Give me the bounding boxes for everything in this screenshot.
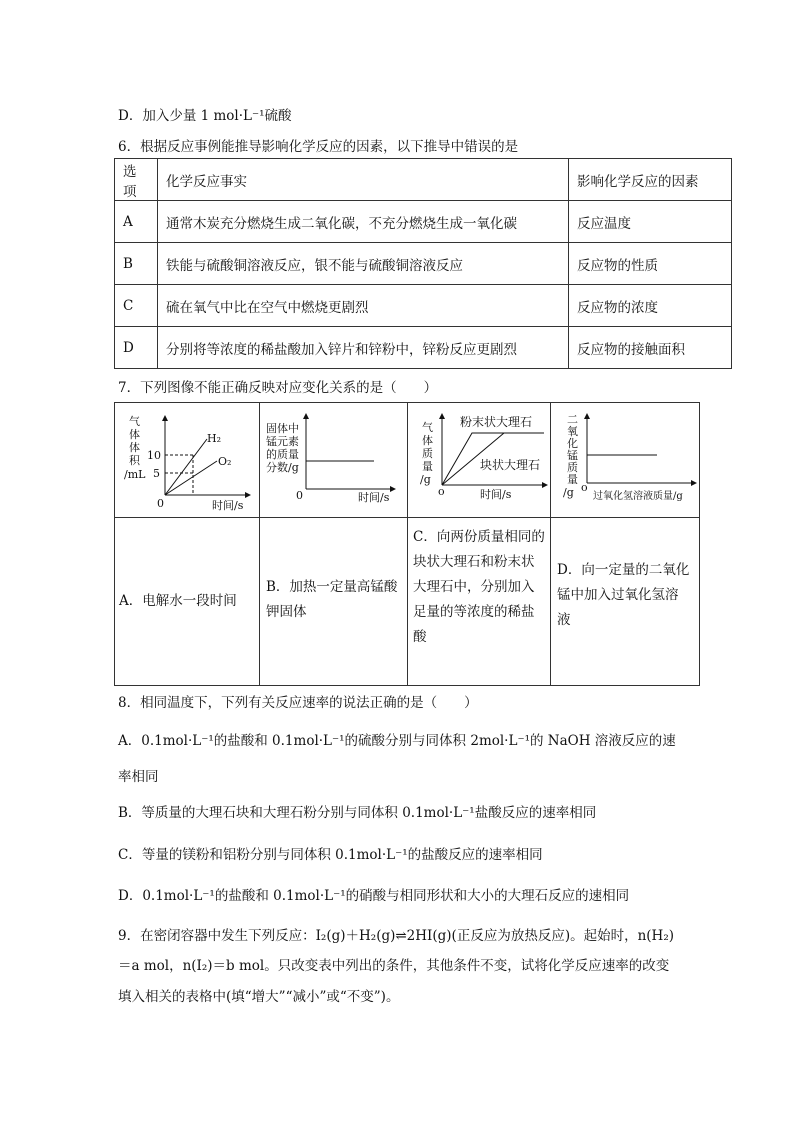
- q7-stem: 7．下列图像不能正确反映对应变化关系的是（ ）: [118, 380, 438, 396]
- q7-option-a: A．电解水一段时间: [119, 593, 237, 609]
- header-factor: 影响化学反应的因素: [569, 159, 732, 201]
- row-label: B: [115, 243, 158, 285]
- q8-option-c: C．等量的镁粉和铝粉分别与同体积 0.1mol·L⁻¹的盐酸反应的速率相同: [118, 847, 543, 863]
- q7-table: [114, 402, 700, 686]
- graph-a-ylabel-2: 体: [129, 441, 140, 454]
- row-factor: 反应物的接触面积: [569, 327, 732, 369]
- table-row: [115, 327, 732, 369]
- table-row: [115, 201, 732, 243]
- x-axis-label: 过氧化氢溶液质量/g: [593, 491, 683, 502]
- table-row: [115, 243, 732, 285]
- graph-a-ylabel-1: 体: [129, 428, 140, 441]
- table-header-row: [115, 159, 732, 201]
- y-tick-10: 10: [147, 449, 161, 462]
- q8-option-a-line1: A．0.1mol·L⁻¹的盐酸和 0.1mol·L⁻¹的硫酸分别与同体积 2mol·L⁻¹的 NaOH 溶液反应的速: [118, 733, 676, 749]
- row-fact: 硫在氧气中比在空气中燃烧更剧烈: [158, 285, 569, 327]
- series-h2-label: H₂: [207, 432, 222, 445]
- origin-label: o: [581, 481, 588, 494]
- graph-c-ylabel-3: 量: [422, 460, 433, 473]
- graph-d-ylabel-2: 化: [567, 437, 578, 450]
- row-label: C: [115, 285, 158, 327]
- graph-b-ylabel-3: 分数/g: [266, 461, 299, 474]
- x-axis-label: 时间/s: [358, 491, 390, 504]
- graph-b: [260, 403, 408, 517]
- header-option: 选项: [115, 159, 158, 201]
- graph-d-ylabel-1: 氧: [567, 425, 578, 438]
- q6-table: [114, 158, 732, 369]
- origin-label: 0: [157, 497, 164, 510]
- line-h2: [165, 439, 207, 495]
- row-factor: 反应温度: [569, 201, 732, 243]
- graph-d-ylabel-3: 锰: [567, 449, 578, 462]
- series-powder-label: 粉末状大理石: [460, 415, 533, 429]
- q9-line1: 9．在密闭容器中发生下列反应：I₂(g)＋H₂(g)⇌2HI(g)(正反应为放热反应)。起始时，n(H₂): [118, 928, 674, 944]
- graph-c-ylabel-2: 质: [422, 447, 433, 460]
- q8-stem: 8．相同温度下，下列有关反应速率的说法正确的是（ ）: [118, 695, 478, 711]
- graph-b-ylabel-1: 锰元素: [266, 435, 299, 448]
- q6-stem: 6．根据反应事例能推导影响化学反应的因素，以下推导中错误的是: [118, 139, 519, 155]
- graph-c: [408, 403, 551, 517]
- graph-d-ylabel-6: /g: [563, 486, 574, 499]
- graph-b-ylabel-2: 的质量: [266, 448, 299, 461]
- q8-option-b: B．等质量的大理石块和大理石粉分别与同体积 0.1mol·L⁻¹盐酸反应的速率相同: [118, 805, 597, 821]
- series-block-label: 块状大理石: [480, 458, 541, 472]
- q7-option-c: C．向两份质量相同的块状大理石和粉末状大理石中，分别加入足量的等浓度的稀盐酸: [413, 529, 545, 645]
- line-o2: [165, 461, 217, 495]
- origin-label: 0: [296, 489, 303, 502]
- row-factor: 反应物的浓度: [569, 285, 732, 327]
- q9-line3: 填入相关的表格中(填“增大”“减小”或“不变”)。: [118, 989, 400, 1005]
- graph-d: [551, 403, 699, 517]
- q5-option-d: D．加入少量 1 mol·L⁻¹硫酸: [118, 108, 292, 124]
- row-fact: 通常木炭充分燃烧生成二氧化碳，不充分燃烧生成一氧化碳: [158, 201, 569, 243]
- graph-a: [115, 403, 260, 517]
- table-row: [115, 285, 732, 327]
- graph-c-ylabel-1: 体: [422, 434, 433, 447]
- x-axis-label: 时间/s: [212, 499, 244, 512]
- origin-label: o: [438, 485, 445, 498]
- q7-option-d: D．向一定量的二氧化锰中加入过氧化氢溶液: [557, 562, 690, 628]
- header-fact: 化学反应事实: [158, 159, 569, 201]
- graph-c-ylabel-4: /g: [420, 473, 431, 486]
- x-axis-label: 时间/s: [480, 488, 512, 501]
- q8-option-d: D．0.1mol·L⁻¹的盐酸和 0.1mol·L⁻¹的硝酸与相同形状和大小的大理石反应的速相同: [118, 888, 630, 904]
- row-fact: 分别将等浓度的稀盐酸加入锌片和锌粉中，锌粉反应更剧烈: [158, 327, 569, 369]
- series-o2-label: O₂: [218, 455, 232, 468]
- graph-d-ylabel-4: 质: [567, 461, 578, 474]
- row-label: A: [115, 201, 158, 243]
- y-tick-5: 5: [153, 467, 160, 480]
- graph-a-ylabel-3: 积: [129, 454, 140, 467]
- q7-option-b: B．加热一定量高锰酸钾固体: [266, 579, 398, 620]
- graph-a-ylabel-0: 气: [129, 415, 140, 428]
- graph-c-ylabel-0: 气: [422, 421, 433, 434]
- graph-a-ylabel-4: /mL: [124, 468, 146, 481]
- row-factor: 反应物的性质: [569, 243, 732, 285]
- graph-d-ylabel-5: 量: [567, 473, 578, 486]
- row-fact: 铁能与硫酸铜溶液反应，银不能与硫酸铜溶液反应: [158, 243, 569, 285]
- q8-option-a-line2: 率相同: [118, 769, 159, 785]
- graph-b-ylabel-0: 固体中: [266, 422, 299, 435]
- graph-d-ylabel-0: 二: [567, 413, 578, 426]
- q9-line2: ＝a mol，n(I₂)＝b mol。只改变表中列出的条件，其他条件不变，试将化学反应速率的改变: [118, 958, 670, 974]
- row-label: D: [115, 327, 158, 369]
